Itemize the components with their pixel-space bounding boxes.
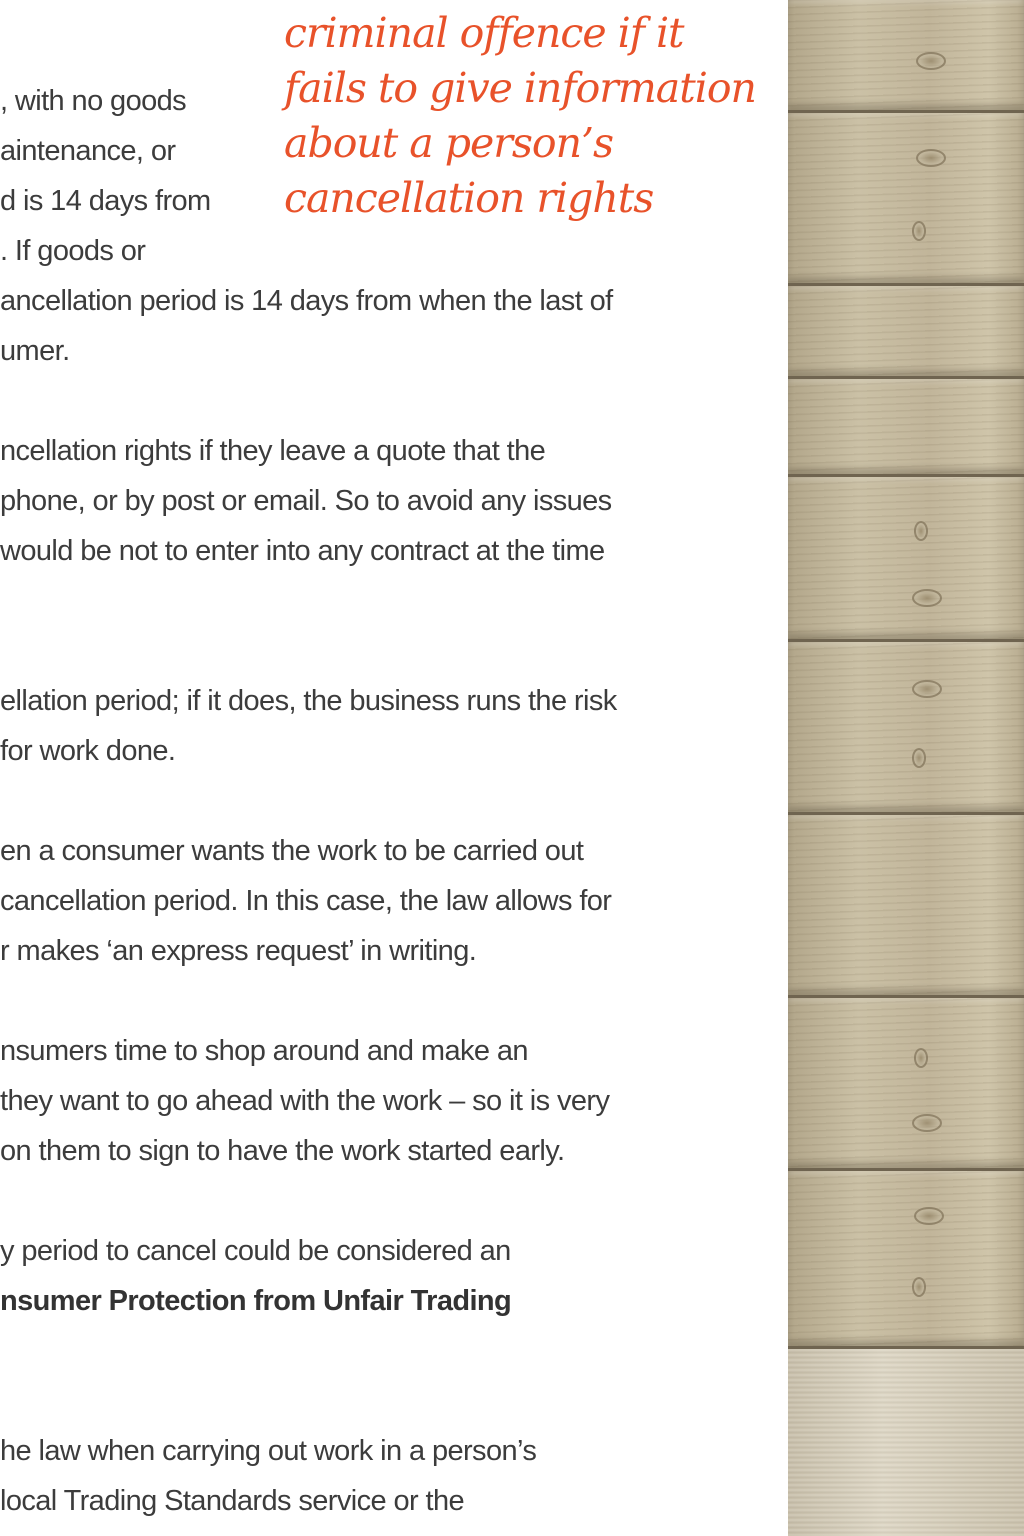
wood-plank [788, 286, 1024, 379]
wood-plank [788, 815, 1024, 998]
body-line: aintenance, or [0, 135, 176, 167]
wood-knot [916, 52, 946, 70]
wood-knot [914, 1207, 944, 1225]
body-line: for work done. [0, 735, 176, 767]
pull-quote-line: cancellation rights [284, 174, 654, 222]
wood-knot [912, 1114, 942, 1132]
wood-plank [788, 477, 1024, 642]
body-line: ancellation period is 14 days from when the last of [0, 285, 613, 317]
body-line: ellation period; if it does, the business runs the risk [0, 685, 617, 717]
body-line: he law when carrying out work in a person’s [0, 1435, 537, 1467]
body-line: cancellation period. In this case, the law allows for [0, 885, 612, 917]
body-line: phone, or by post or email. So to avoid any issues [0, 485, 612, 517]
body-line: ncellation rights if they leave a quote that the [0, 435, 546, 467]
wood-plank-pale [788, 1349, 1024, 1536]
body-line: r makes ‘an express request’ in writing. [0, 935, 477, 967]
wood-knot [912, 748, 926, 768]
wood-knot [912, 221, 926, 241]
body-line: . If goods or [0, 235, 146, 267]
wood-plank [788, 1171, 1024, 1349]
wood-knot [916, 149, 946, 167]
pull-quote-line: fails to give information [284, 64, 756, 112]
wood-knot [914, 1048, 928, 1068]
body-line: nsumers time to shop around and make an [0, 1035, 528, 1067]
body-line: y period to cancel could be considered an [0, 1235, 511, 1267]
body-line: en a consumer wants the work to be carried out [0, 835, 584, 867]
wood-plank-image [788, 0, 1024, 1536]
body-line-bold: nsumer Protection from Unfair Trading [0, 1285, 512, 1317]
wood-plank [788, 113, 1024, 286]
wood-knot [914, 521, 928, 541]
body-line: on them to sign to have the work started early. [0, 1135, 565, 1167]
wood-knot [912, 589, 942, 607]
pull-quote [284, 6, 764, 226]
wood-plank [788, 379, 1024, 477]
pull-quote-line: about a person’s [284, 119, 614, 167]
body-line: , with no goods [0, 85, 187, 117]
wood-plank [788, 642, 1024, 815]
body-line: umer. [0, 335, 70, 367]
wood-knot [912, 1277, 926, 1297]
wood-knot [912, 680, 942, 698]
body-line: d is 14 days from [0, 185, 211, 217]
body-line: local Trading Standards service or the [0, 1485, 465, 1517]
wood-plank [788, 0, 1024, 113]
wood-plank [788, 998, 1024, 1171]
pull-quote-line: criminal offence if it [284, 9, 684, 57]
body-line: they want to go ahead with the work – so it is very [0, 1085, 610, 1117]
body-line: would be not to enter into any contract at the time [0, 535, 605, 567]
